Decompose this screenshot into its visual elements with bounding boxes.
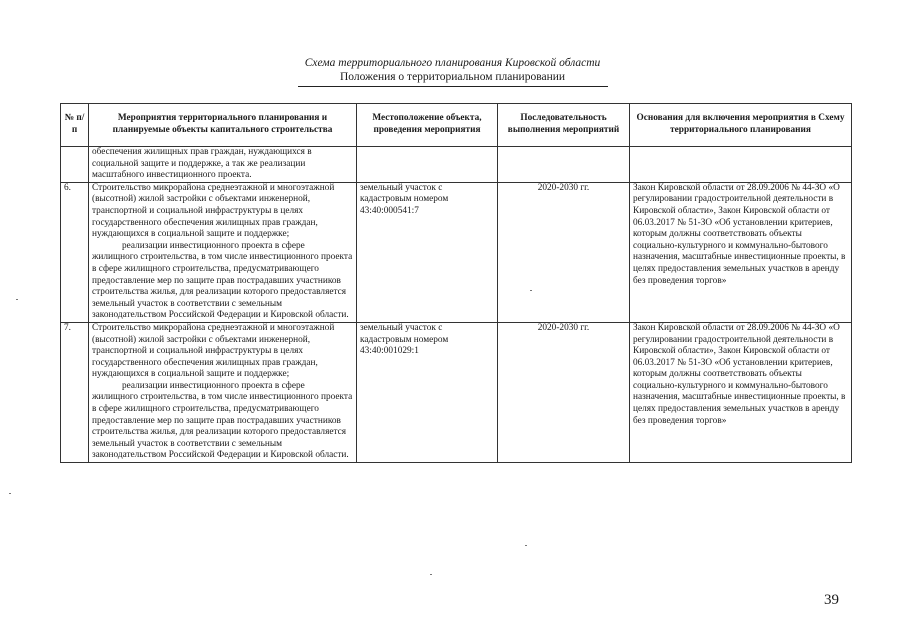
cell-measure [89,182,357,322]
table-header-row [61,104,852,147]
page-header [0,56,905,85]
table-row-continuation [61,147,852,183]
cell-measure [89,322,357,462]
table-row [61,182,852,322]
scan-speck [430,574,432,575]
col-header-basis: Основания для включения мероприятия в Схему территориального планирования [630,104,852,147]
scan-speck [530,290,532,291]
planning-table [60,103,852,463]
col-header-measure: Мероприятия территориального планирования и планируемые объекты капитального строительства [89,104,357,147]
col-header-number: № п/п [61,104,89,147]
document-title: Схема территориального планирования Кировской области [304,57,601,69]
page-number: 39 [824,592,839,608]
cell-location [357,147,498,183]
cell-number: 7. [61,322,89,462]
cell-basis: Закон Кировской области от 28.09.2006 № 44-ЗО «О регулировании градостроительной деятельности в Кировской области», Закон Кировской области от 06.03.2017 № 51-ЗО «Об установлении критериев, которым должны соответствовать объекты социально-культурного и коммунально-бытового назначения, масштабные инвестиционные проекты, в целях предоставления земельных участков в аренду без проведения торгов» [630,322,852,462]
scan-speck [16,299,18,300]
cell-sequence: 2020-2030 гг. [498,182,630,322]
col-header-location: Местоположение объекта, проведения мероприятия [357,104,498,147]
cell-sequence: 2020-2030 гг. [498,322,630,462]
cell-measure: обеспечения жилищных прав граждан, нуждающихся в социальной защите и поддержке, а так же реализации масштабного инвестиционного проекта. [89,147,357,183]
cell-basis [630,147,852,183]
table-row [61,322,852,462]
cell-number [61,147,89,183]
cell-location: земельный участок с кадастровым номером 43:40:001029:1 [357,322,498,462]
scan-speck [525,545,527,546]
cell-basis: Закон Кировской области от 28.09.2006 № 44-ЗО «О регулировании градостроительной деятельности в Кировской области», Закон Кировской области от 06.03.2017 № 51-ЗО «Об установлении критериев, которым должны соответствовать объекты социально-культурного и коммунально-бытового назначения, масштабные инвестиционные проекты, в целях предоставления земельных участков в аренду без проведения торгов» [630,182,852,322]
cell-location: земельный участок с кадастровым номером 43:40:000541:7 [357,182,498,322]
document-subtitle: Положения о территориальном планировании [339,71,566,83]
col-header-sequence: Последовательность выполнения мероприятий [498,104,630,147]
measure-paragraph: Строительство микрорайона среднеэтажной и многоэтажной (высотной) жилой застройки с объектами инженерной, транспортной и социальной инфраструктуры в целях государственного обеспечения жилищных прав граждан, нуждающихся в социальной защите и поддержке; [92,322,335,380]
scan-speck [9,493,11,494]
measure-paragraph: реализации инвестиционного проекта в сфере жилищного строительства, в том числе инвестиционного проекта в сфере жилищного строительства, предусматривающего предоставление мер по защите прав пострадавших участников строительства жилья, для реализации которого предоставляется земельный участок в соответствии с земельным законодательством Российской Федерации и Кировской области. [92,240,353,321]
header-rule [298,86,608,87]
measure-paragraph: Строительство микрорайона среднеэтажной и многоэтажной (высотной) жилой застройки с объектами инженерной, транспортной и социальной инфраструктуры в целях государственного обеспечения жилищных прав граждан, нуждающихся в социальной защите и поддержке; [92,182,335,240]
cell-sequence [498,147,630,183]
measure-paragraph: реализации инвестиционного проекта в сфере жилищного строительства, в том числе инвестиционного проекта в сфере жилищного строительства, предусматривающего предоставление мер по защите прав пострадавших участников строительства жилья, для реализации которого предоставляется земельный участок в соответствии с земельным законодательством Российской Федерации и Кировской области. [92,380,353,461]
cell-number: 6. [61,182,89,322]
